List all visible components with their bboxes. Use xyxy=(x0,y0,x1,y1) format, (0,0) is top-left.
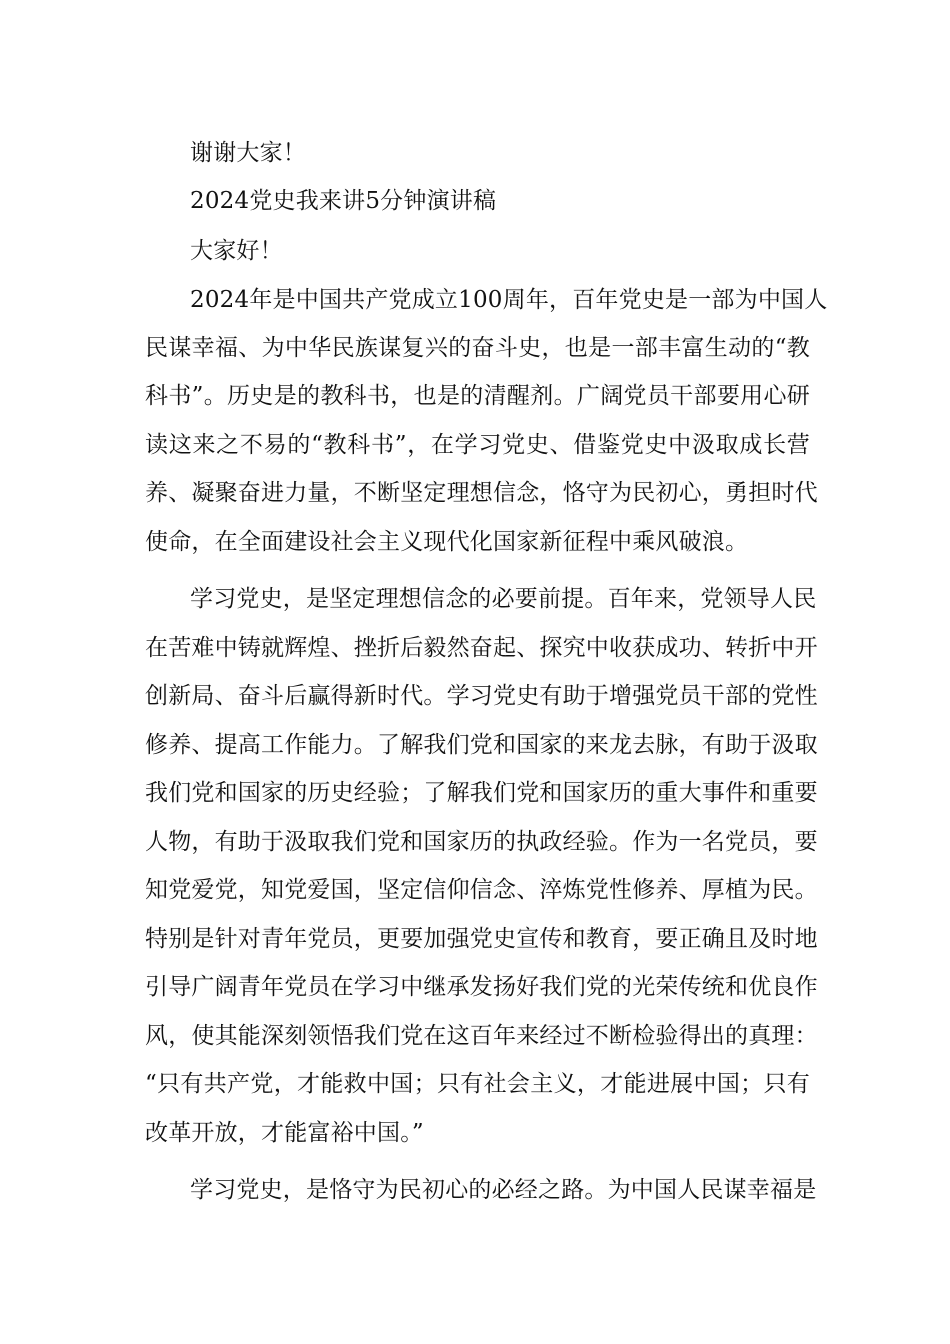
paragraph-line: 科书”。历史是的教科书，也是的清醒剂。广阔党员干部要用心研 xyxy=(145,383,810,409)
paragraph-line: 读这来之不易的“教科书”，在学习党史、借鉴党史中汲取成长营 xyxy=(145,432,810,458)
paragraph-line: 引导广阔青年党员在学习中继承发扬好我们党的光荣传统和优良作 xyxy=(145,974,818,1000)
paragraph-line: 学习党史，是坚定理想信念的必要前提。百年来，党领导人民 xyxy=(190,586,817,612)
paragraph-line: 养、凝聚奋进力量，不断坚定理想信念，恪守为民初心，勇担时代 xyxy=(145,480,818,506)
paragraph-line: 2024年是中国共产党成立100周年，百年党史是一部为中国人 xyxy=(190,287,828,313)
paragraph-line: 知党爱党，知党爱国，坚定信仰信念、淬炼党性修养、厚植为民。 xyxy=(145,877,818,903)
paragraph-line: 使命，在全面建设社会主义现代化国家新征程中乘风破浪。 xyxy=(145,529,749,555)
paragraph-line: 修养、提高工作能力。了解我们党和国家的来龙去脉，有助于汲取 xyxy=(145,732,818,758)
paragraph-line: 在苦难中铸就辉煌、挫折后毅然奋起、探究中收获成功、转折中开 xyxy=(145,635,818,661)
paragraph-line: 学习党史，是恪守为民初心的必经之路。为中国人民谋幸福是 xyxy=(190,1177,817,1203)
paragraph-line: 人物，有助于汲取我们党和国家历的执政经验。作为一名党员，要 xyxy=(145,829,818,855)
closing-thanks: 谢谢大家！ xyxy=(190,140,306,166)
paragraph-line: 风，使其能深刻领悟我们党在这百年来经过不断检验得出的真理： xyxy=(145,1023,818,1049)
paragraph-line: 民谋幸福、为中华民族谋复兴的奋斗史，也是一部丰富生动的“教 xyxy=(145,335,810,361)
speech-title: 2024党史我来讲5分钟演讲稿 xyxy=(190,188,497,214)
paragraph-line: 创新局、奋斗后赢得新时代。学习党史有助于增强党员干部的党性 xyxy=(145,683,818,709)
paragraph-line: 改革开放，才能富裕中国。” xyxy=(145,1120,424,1146)
paragraph-line: 我们党和国家的历史经验；了解我们党和国家历的重大事件和重要 xyxy=(145,780,818,806)
greeting: 大家好！ xyxy=(190,238,283,264)
paragraph-line: 特别是针对青年党员，更要加强党史宣传和教育，要正确且及时地 xyxy=(145,926,818,952)
paragraph-line: “只有共产党，才能救中国；只有社会主义，才能进展中国；只有 xyxy=(145,1071,810,1097)
